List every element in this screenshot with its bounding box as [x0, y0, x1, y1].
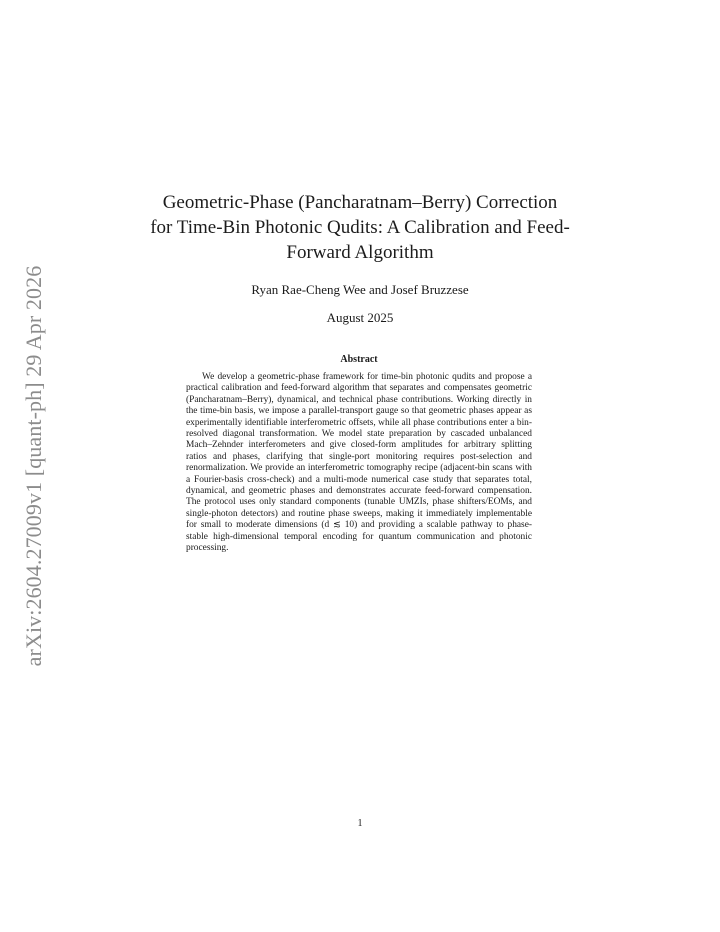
paper-title: Geometric-Phase (Pancharatnam–Berry) Correction for Time-Bin Photonic Qudits: A Calibration and Feed-Forward Algorithm	[150, 192, 570, 263]
paper-authors: Ryan Rae-Cheng Wee and Josef Bruzzese	[251, 282, 469, 297]
abstract-text: We develop a geometric-phase framework for time-bin photonic qudits and propose a practical calibration and feed-forward algorithm that separates and compensates geometric (Pancharatnam–Berry), dynamical, and technical phase contributions. Working directly in the time-bin basis, we impose a parallel-transport gauge so that geometric phases appear as experimentally identifiable interferometric offsets, while all phase contributions enter a bin-resolved diagonal transformation. We model state preparation by cascaded unbalanced Mach–Zehnder interferometers and give closed-form amplitudes for arbitrary splitting ratios and phases, clarifying that single-port monitoring requires post-selection and renormalization. We provide an interferometric tomography recipe (adjacent-bin scans with a Fourier-basis cross-check) and a multi-mode numerical case study that separates total, dynamical, and geometric phases and demonstrates accurate feed-forward compensation. The protocol uses only standard components (tunable UMZIs, phase shifters/EOMs, and single-photon detectors) and routine phase sweeps, making it immediately implementable for small to moderate dimensions (d ≲ 10) and providing a scalable pathway to phase-stable high-dimensional temporal encoding for quantum communication and photonic processing.	[186, 372, 532, 554]
abstract-heading: Abstract	[340, 354, 378, 365]
page-number: 1	[357, 818, 363, 829]
paper-date: August 2025	[326, 310, 394, 325]
arxiv-identifier-stamp: arXiv:2604.27009v1 [quant-ph] 29 Apr 2026	[21, 265, 46, 667]
